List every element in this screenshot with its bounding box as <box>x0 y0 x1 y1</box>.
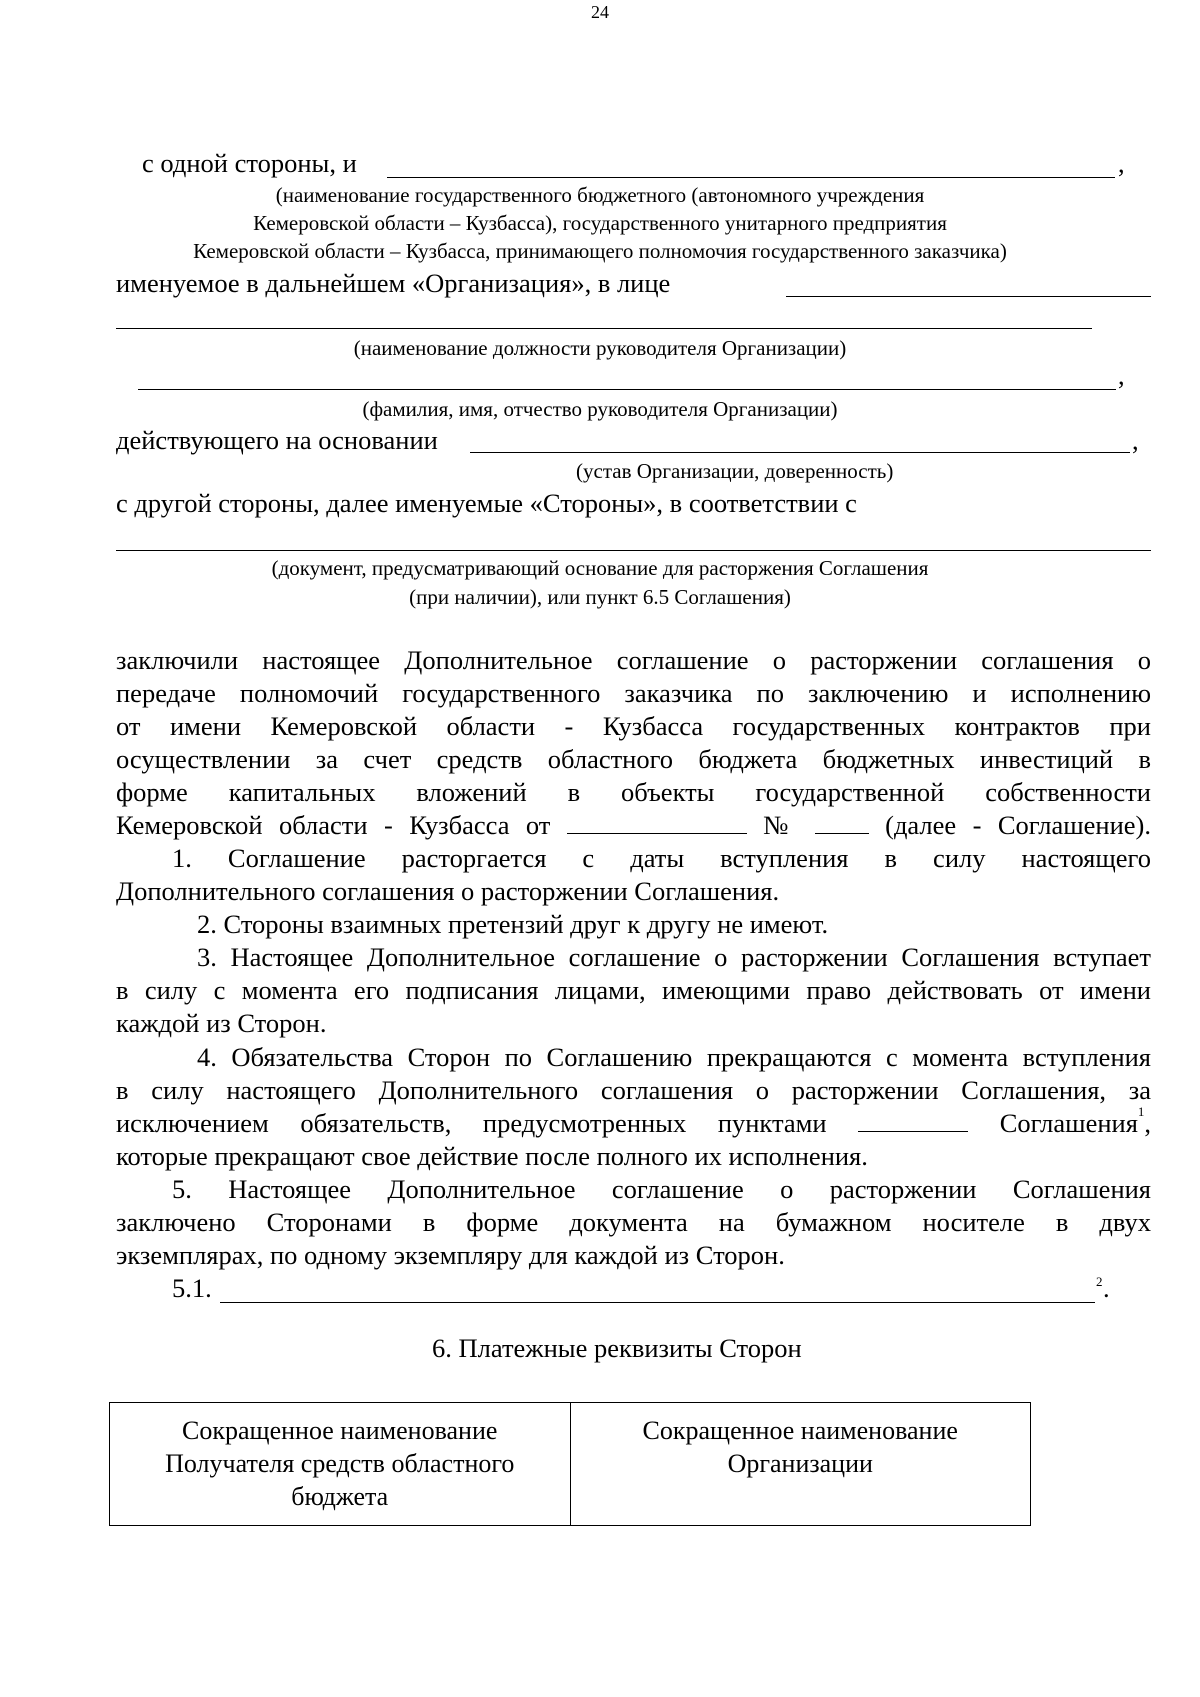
footnote-2-marker: 2 <box>1096 1274 1103 1289</box>
blank-line-fio <box>138 389 1116 390</box>
body-text: (далее - Соглашение). <box>885 810 1152 840</box>
table-row <box>110 1403 1031 1526</box>
blank-line-org-name <box>387 177 1115 178</box>
caption-position: (наименование должности руководителя Организации) <box>353 336 847 360</box>
party1-prefix: с одной стороны, и <box>142 148 357 178</box>
body-line: 4. Обязательства Сторон по Соглашению прекращаются с момента вступления <box>197 1042 1151 1072</box>
body-text: исключением обязательств, предусмотренных пунктами <box>116 1108 827 1138</box>
blank-clauses <box>858 1109 968 1132</box>
body-line: которые прекращают свое действие после полного их исполнения. <box>116 1141 868 1171</box>
caption-org-line-3: Кемеровской области – Кузбасса, принимающего полномочия государственного заказчика) <box>193 239 1007 263</box>
body-line: 3. Настоящее Дополнительное соглашение о расторжении Соглашения вступает <box>197 942 1151 972</box>
table-header-recipient: Сокращенное наименование Получателя средств областного бюджета <box>110 1403 571 1526</box>
caption-document-line-2: (при наличии), или пункт 6.5 Соглашения) <box>409 585 791 609</box>
caption-document-line-1: (документ, предусматривающий основание для расторжения Соглашения <box>271 556 929 580</box>
table-header-organization: Сокращенное наименование Организации <box>570 1403 1031 1526</box>
named-as-text: именуемое в дальнейшем «Организация», в лице <box>116 268 671 298</box>
comma: , <box>1118 148 1125 178</box>
body-line: в силу с момента его подписания лицами, имеющими право действовать от имени <box>116 975 1151 1005</box>
other-party-text: с другой стороны, далее именуемые «Стороны», в соответствии с <box>116 488 857 518</box>
caption-basis: (устав Организации, доверенность) <box>576 459 894 483</box>
body-text: Соглашения$^1$, <box>999 1104 1152 1138</box>
section-6-title: 6. Платежные реквизиты Сторон <box>432 1333 802 1363</box>
body-line: 1. Соглашение расторгается с даты вступления в силу настоящего <box>172 843 1151 873</box>
caption-org-line-1: (наименование государственного бюджетного (автономного учреждения <box>275 183 925 207</box>
acting-basis-text: действующего на основании <box>116 425 438 455</box>
period: . <box>1103 1273 1110 1303</box>
body-line: заключено Сторонами в форме документа на бумажном носителе в двух <box>116 1207 1151 1237</box>
body-line: Дополнительного соглашения о расторжении Соглашения. <box>116 876 780 906</box>
blank-number <box>815 811 869 834</box>
clause-5-1-label: 5.1. <box>172 1273 212 1303</box>
blank-line-document <box>116 550 1151 551</box>
page-number: 24 <box>591 2 609 22</box>
payment-details-table <box>109 1402 1031 1526</box>
caption-fio: (фамилия, имя, отчество руководителя Организации) <box>362 397 838 421</box>
body-line-obligations <box>116 1104 1152 1139</box>
body-line: передаче полномочий государственного заказчика по заключению и исполнению <box>116 678 1151 708</box>
blank-line-position <box>116 328 1092 329</box>
body-line: каждой из Сторон. <box>116 1008 327 1038</box>
body-line-agreement-ref <box>116 810 1151 841</box>
body-line: заключили настоящее Дополнительное соглашение о расторжении соглашения о <box>116 645 1151 675</box>
body-line: от имени Кемеровской области - Кузбасса государственных контрактов при <box>116 711 1151 741</box>
body-text: Кемеровской области - Кузбасса от <box>116 810 551 840</box>
blank-line-represented-by <box>786 296 1151 297</box>
comma: , <box>1118 360 1125 390</box>
body-line: осуществлении за счет средств областного бюджета бюджетных инвестиций в <box>116 744 1151 774</box>
body-line: в силу настоящего Дополнительного соглашения о расторжении Соглашения, за <box>116 1075 1151 1105</box>
caption-org-line-2: Кемеровской области – Кузбасса), государственного унитарного предприятия <box>253 211 947 235</box>
body-line: 2. Стороны взаимных претензий друг к другу не имеют. <box>197 909 829 939</box>
comma: , <box>1132 425 1139 455</box>
body-line: экземплярах, по одному экземпляру для каждой из Сторон. <box>116 1240 785 1270</box>
blank-line-basis <box>470 452 1130 453</box>
blank-line-clause-5-1 <box>220 1302 1095 1303</box>
blank-date <box>567 811 747 834</box>
body-line: форме капитальных вложений в объекты государственной собственности <box>116 777 1151 807</box>
number-sign: № <box>763 810 799 840</box>
body-line: 5. Настоящее Дополнительное соглашение о расторжении Соглашения <box>172 1174 1151 1204</box>
footnote-1-marker: 1 <box>1137 1104 1145 1119</box>
